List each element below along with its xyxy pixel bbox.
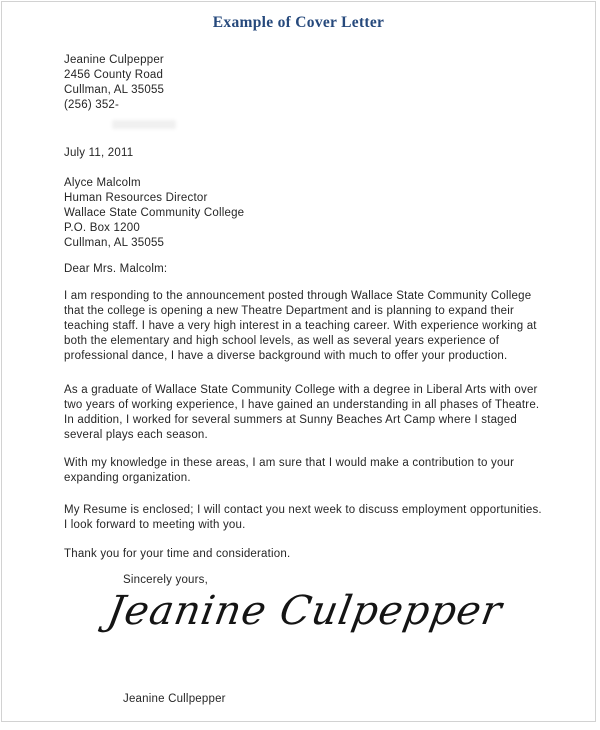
body-paragraph-3: With my knowledge in these areas, I am sure that I would make a contribution to your expanding organization. [64, 457, 515, 484]
sender-street: 2456 County Road [64, 69, 164, 81]
sender-city-state-zip: Cullman, AL 35055 [64, 84, 165, 96]
sender-phone: (256) 352- [64, 99, 120, 111]
sender-name: Jeanine Culpepper [64, 54, 164, 66]
letter-page [1, 1, 596, 722]
salutation: Dear Mrs. Malcolm: [64, 263, 168, 275]
body-paragraph-4: My Resume is enclosed; I will contact you next week to discuss employment opportunities. I look forward to meeting with you. [64, 504, 542, 531]
letter-date: July 11, 2011 [64, 147, 134, 159]
valediction: Sincerely yours, [123, 574, 209, 586]
body-paragraph-1: I am responding to the announcement posted through Wallace State Community College that the college is opening a new Theatre Department and is planning to expand their teaching staff. I have a very high interest in a teaching career. With experience working at both the elementary and high school levels, as well as several years experience of professional dance, I have a diverse background with much to offer your production. [64, 290, 537, 362]
thanks-line: Thank you for your time and consideration. [64, 548, 291, 560]
body-paragraph-2: As a graduate of Wallace State Community College with a degree in Liberal Arts with over two years of working experience, I have gained an understanding in all phases of Theatre. In addition, I worked for several summers at Sunny Beaches Art Camp where I staged several plays each season. [64, 384, 540, 441]
handwritten-signature: Jeanine Culpepper [104, 588, 506, 634]
recipient-address-block [64, 176, 244, 251]
recipient-name: Alyce Malcolm [64, 177, 141, 189]
page-title: Example of Cover Letter [212, 14, 385, 31]
recipient-organization: Wallace State Community College [64, 207, 245, 219]
recipient-city-state-zip: Cullman, AL 35055 [64, 237, 165, 249]
typed-name: Jeanine Cullpepper [123, 693, 226, 705]
sender-address-block [64, 53, 164, 113]
recipient-job-title: Human Resources Director [64, 192, 208, 204]
redacted-text-blur [112, 120, 176, 129]
recipient-po-box: P.O. Box 1200 [64, 222, 140, 234]
